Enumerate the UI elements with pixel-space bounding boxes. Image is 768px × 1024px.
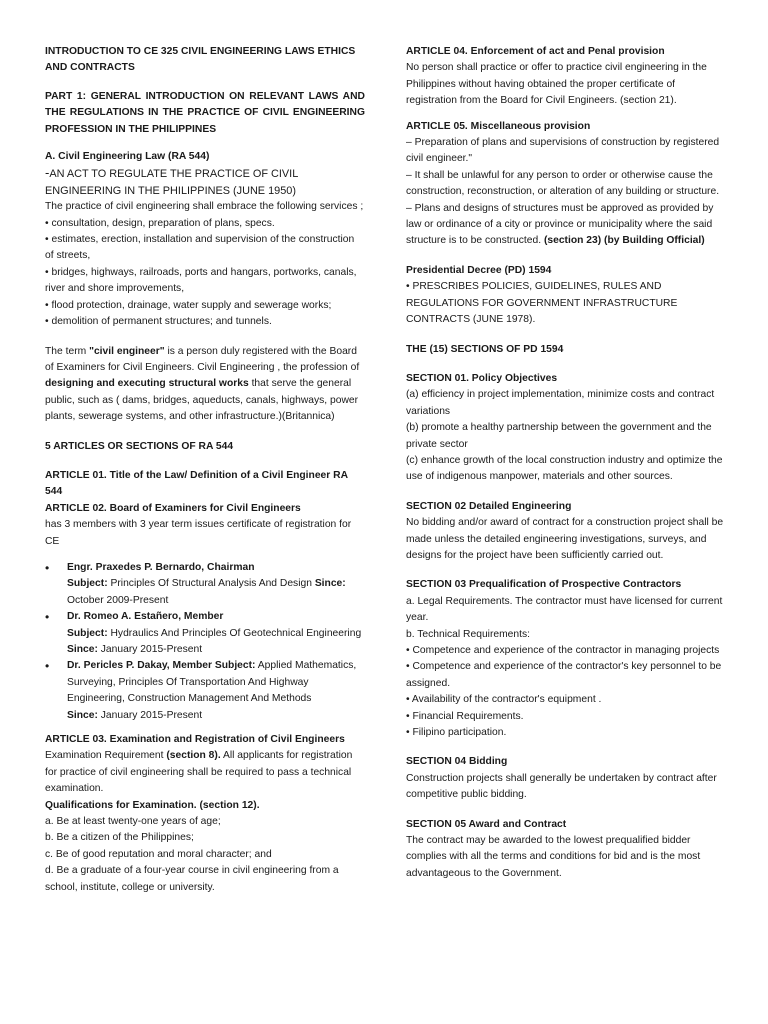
member-since: January 2015-Present <box>97 644 203 655</box>
board-member-item <box>45 658 365 724</box>
member-since: October 2009-Present <box>67 594 169 606</box>
section04-description: Construction projects shall generally be undertaken by contract after competitive public bidding. <box>406 772 717 801</box>
exam-requirement <box>45 748 365 797</box>
act-dash: - <box>45 165 50 181</box>
article05-item: – It shall be unlawful for any person to order or otherwise cause the construction, reconstruction, or alteration of any building or structure. <box>406 169 720 198</box>
member-since: January 2015-Present <box>97 709 203 721</box>
exam-text: All applicants for registration for practice of civil engineering shall be required to pass a technical examination. <box>45 750 353 795</box>
subject-label: Subject: <box>67 578 108 590</box>
article02-description: has 3 members with 3 year term issues certificate of registration for CE <box>45 519 352 547</box>
section04-heading: SECTION 04 Bidding <box>406 756 508 768</box>
since-label: Since: <box>314 578 346 590</box>
section03-item: • Financial Requirements. <box>406 710 524 722</box>
left-column <box>45 44 365 896</box>
article05-text: – Plans and designs of structures must be approved as provided by law or ordinance of a city or province or municipality where the said structure is to be constructed. <box>406 202 714 247</box>
section03-item: • Availability of the contractor's equipment . <box>406 694 602 706</box>
subject-label: Subject: <box>67 627 108 639</box>
right-column <box>406 44 724 882</box>
article05-item: – Preparation of plans and supervisions of construction by registered civil engineer." <box>406 137 720 165</box>
practice-intro: The practice of civil engineering shall embrace the following services ; <box>45 201 364 213</box>
civil-engineer-definition <box>45 344 365 426</box>
article02-heading: ARTICLE 02. Board of Examiners for Civil Engineers <box>45 502 301 514</box>
qualification-item: c. Be of good reputation and moral character; and <box>45 848 272 860</box>
qualification-item: d. Be a graduate of a four-year course in civil engineering from a school, institute, college or university. <box>45 865 339 893</box>
service-item: • demolition of permanent structures; and tunnels. <box>45 316 272 328</box>
five-articles-heading: 5 ARTICLES OR SECTIONS OF RA 544 <box>45 440 234 452</box>
section01-item: (a) efficiency in project implementation, minimize costs and contract variations <box>406 389 715 417</box>
section05-heading: SECTION 05 Award and Contract <box>406 818 567 830</box>
section03-item: • Filipino participation. <box>406 727 507 739</box>
definition-text: The term <box>45 345 90 357</box>
section-a-heading: A. Civil Engineering Law (RA 544) <box>45 151 210 163</box>
since-label: Since: <box>67 644 98 655</box>
member-name: Dr. Romeo A. Estañero, Member <box>67 611 224 623</box>
service-item: • bridges, highways, railroads, ports and hangars, portworks, canals, river and shore improvements, <box>45 266 357 295</box>
section02-description: No bidding and/or award of contract for a construction project shall be made unless the detailed engineering investigations, surveys, and designs for the project have been sufficiently carried out. <box>406 517 724 561</box>
service-item: • consultation, design, preparation of plans, specs. <box>45 217 275 229</box>
qualification-item: b. Be a citizen of the Philippines; <box>45 832 194 844</box>
definition-text: that serve the general public, such as ( dams, bridges, aqueducts, canals, highways, power plants, sewerage systems, and other infrastructure.)(Britannica) <box>45 378 359 423</box>
qualification-item: a. Be at least twenty-one years of age; <box>45 816 221 828</box>
member-subject: Principles Of Structural Analysis And Design <box>107 578 315 590</box>
qualifications-heading: Qualifications for Examination. (section 12). <box>45 799 260 811</box>
member-subject: Applied Mathematics, Surveying, Principles Of Transportation And Highway Engineering, Construction Management And Methods <box>67 660 357 705</box>
service-item: • flood protection, drainage, water supply and sewerage works; <box>45 299 332 311</box>
article01-heading: ARTICLE 01. Title of the Law/ Definition of a Civil Engineer RA 544 <box>45 469 348 498</box>
article03-heading: ARTICLE 03. Examination and Registration of Civil Engineers <box>45 734 345 746</box>
article04-heading: ARTICLE 04. Enforcement of act and Penal provision <box>406 46 665 57</box>
service-item: • estimates, erection, installation and supervision of the construction of streets, <box>45 234 355 262</box>
article04-description: No person shall practice or offer to practice civil engineering in the Philippines without having obtained the proper certificate of registration from the Board for Civil Engineers. (section 21). <box>406 62 707 107</box>
section02-heading: SECTION 02 Detailed Engineering <box>406 500 572 512</box>
bullet-icon: • <box>45 560 50 575</box>
bullet-icon: • <box>45 610 50 625</box>
section03-item: a. Legal Requirements. The contractor must have licensed for current year. <box>406 595 723 624</box>
definition-text: is a person duly registered with the Board of Examiners for Civil Engineers. Civil Engineering , the profession of <box>45 345 360 373</box>
document-title: INTRODUCTION TO CE 325 CIVIL ENGINEERING LAWS ETHICS AND CONTRACTS <box>45 46 356 74</box>
bullet-icon: • <box>45 659 50 674</box>
pd-sections-heading: THE (15) SECTIONS OF PD 1594 <box>406 343 564 355</box>
section01-item: (b) promote a healthy partnership between the government and the private sector <box>406 422 712 450</box>
member-name: Dr. Pericles P. Dakay, Member Subject: <box>67 660 256 672</box>
exam-section-ref: (section 8). <box>166 750 221 762</box>
section05-description: The contract may be awarded to the lowest prequalified bidder complies with all the terms and conditions for bid and is the most advantageous to the Government. <box>406 835 701 879</box>
definition-bold: "civil engineer" <box>89 345 165 357</box>
section01-item: (c) enhance growth of the local construction industry and optimize the use of indigenous manpower, materials and other sources. <box>406 454 723 483</box>
member-name: Engr. Praxedes P. Bernardo, Chairman <box>67 561 255 573</box>
act-title <box>45 165 365 199</box>
member-subject: Hydraulics And Principles Of Geotechnical Engineering <box>107 627 362 639</box>
exam-text: Examination Requirement <box>45 750 167 762</box>
act-title-text: AN ACT TO REGULATE THE PRACTICE OF CIVIL ENGINEERING IN THE PHILIPPINES (JUNE 1950) <box>45 168 298 197</box>
board-member-item <box>45 560 365 609</box>
board-members-list <box>45 560 365 724</box>
part1-heading: PART 1: GENERAL INTRODUCTION ON RELEVANT LAWS AND THE REGULATIONS IN THE PRACTICE OF CIVIL ENGINEERING PROFESSION IN THE PHILIPPINES <box>45 90 365 135</box>
section03-item: b. Technical Requirements: <box>406 628 531 640</box>
pd-title: Presidential Decree (PD) 1594 <box>406 264 552 276</box>
article05-item <box>406 201 724 250</box>
board-member-item <box>45 609 365 658</box>
pd-description: • PRESCRIBES POLICIES, GUIDELINES, RULES AND REGULATIONS FOR GOVERNMENT INFRASTRUCTURE CONTRACTS (JUNE 1978). <box>406 281 678 326</box>
section03-heading: SECTION 03 Prequalification of Prospective Contractors <box>406 579 682 591</box>
section03-item: • Competence and experience of the contractor's key personnel to be assigned. <box>406 661 722 689</box>
since-label: Since: <box>67 709 98 721</box>
section03-item: • Competence and experience of the contractor in managing projects <box>406 645 720 656</box>
definition-bold: designing and executing structural works <box>45 378 249 390</box>
article05-heading: ARTICLE 05. Miscellaneous provision <box>406 120 591 132</box>
section01-heading: SECTION 01. Policy Objectives <box>406 372 558 384</box>
article05-section-ref: (section 23) (by Building Official) <box>543 235 705 247</box>
